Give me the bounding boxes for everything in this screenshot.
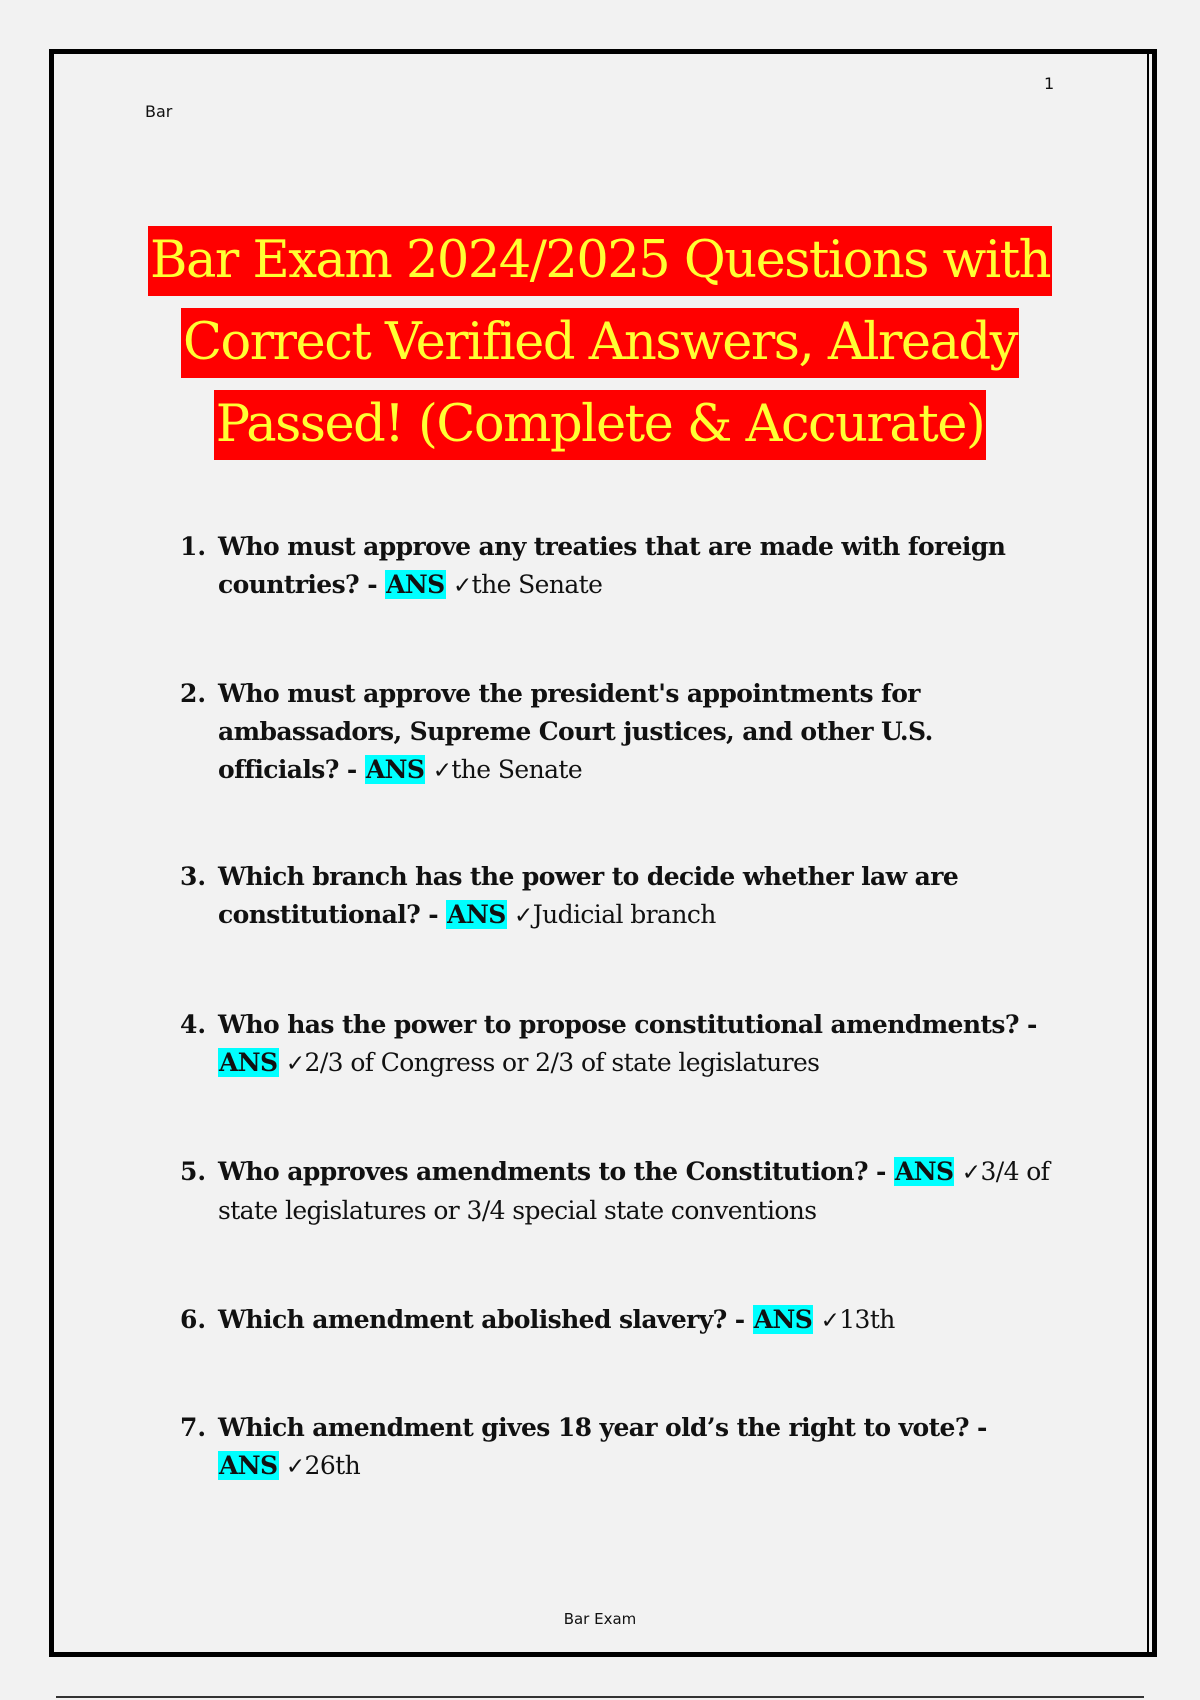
qa-question: Which amendment gives 18 year old’s the right to vote? - (218, 1413, 987, 1442)
ans-label: ANS (447, 900, 506, 929)
page-number: 1 (1044, 74, 1055, 93)
qa-question: Who has the power to propose constitutional amendments? - (218, 1010, 1037, 1039)
qa-item-5 (180, 1153, 1050, 1230)
check-icon: ✓ (285, 1454, 305, 1480)
qa-item-4 (180, 1006, 1050, 1083)
check-icon: ✓ (452, 573, 472, 599)
qa-item-3 (180, 858, 1050, 935)
qa-item-2 (180, 675, 1050, 790)
ans-label: ANS (219, 1451, 278, 1480)
footer-text: Bar Exam (563, 1610, 637, 1628)
check-icon: ✓ (961, 1160, 981, 1186)
qa-question: Which amendment abolished slavery? - (218, 1305, 753, 1334)
ans-label: ANS (219, 1048, 278, 1077)
qa-question: Who must approve the president's appointments for ambassadors, Supreme Court justices, and other U.S. officials? - (218, 679, 933, 784)
qa-item-6 (180, 1301, 1050, 1340)
qa-question: Which branch has the power to decide whether law are constitutional? - (218, 862, 959, 929)
ans-label: ANS (894, 1157, 954, 1186)
qa-number: 7. (180, 1413, 207, 1442)
qa-number: 3. (180, 862, 207, 891)
qa-question: Who approves amendments to the Constitution? - (218, 1157, 894, 1186)
next-page-edge (56, 1696, 1144, 1698)
qa-number: 2. (180, 679, 207, 708)
qa-answer: the Senate (451, 755, 583, 784)
qa-number: 5. (180, 1157, 207, 1186)
check-icon: ✓ (514, 903, 533, 929)
ans-label: ANS (753, 1305, 813, 1334)
title-line-1: Bar Exam 2024/2025 Questions with (148, 226, 1052, 296)
ans-label: ANS (365, 755, 425, 784)
title-line-2: Correct Verified Answers, Already (181, 308, 1019, 378)
ans-label: ANS (386, 570, 445, 599)
qa-number: 6. (180, 1305, 207, 1334)
qa-number: 4. (180, 1010, 207, 1039)
qa-answer: Judicial branch (532, 900, 716, 929)
qa-item-1 (180, 528, 1050, 605)
check-icon: ✓ (285, 1051, 305, 1077)
qa-answer: 26th (304, 1451, 361, 1480)
qa-item-7 (180, 1409, 1050, 1486)
title-line-3: Passed! (Complete & Accurate) (214, 390, 987, 460)
qa-answer: 3/4 of state legislatures or 3/4 special state conventions (218, 1157, 1050, 1225)
check-icon: ✓ (432, 758, 452, 784)
qa-question: Who must approve any treaties that are made with foreign countries? - (218, 532, 1006, 599)
qa-number: 1. (180, 532, 207, 561)
check-icon: ✓ (820, 1308, 840, 1334)
qa-answer: 13th (839, 1305, 895, 1334)
header-left-text: Bar (145, 102, 173, 121)
qa-answer: the Senate (471, 570, 603, 599)
qa-answer: 2/3 of Congress or 2/3 of state legislatures (304, 1048, 820, 1077)
document-title (130, 226, 1070, 472)
